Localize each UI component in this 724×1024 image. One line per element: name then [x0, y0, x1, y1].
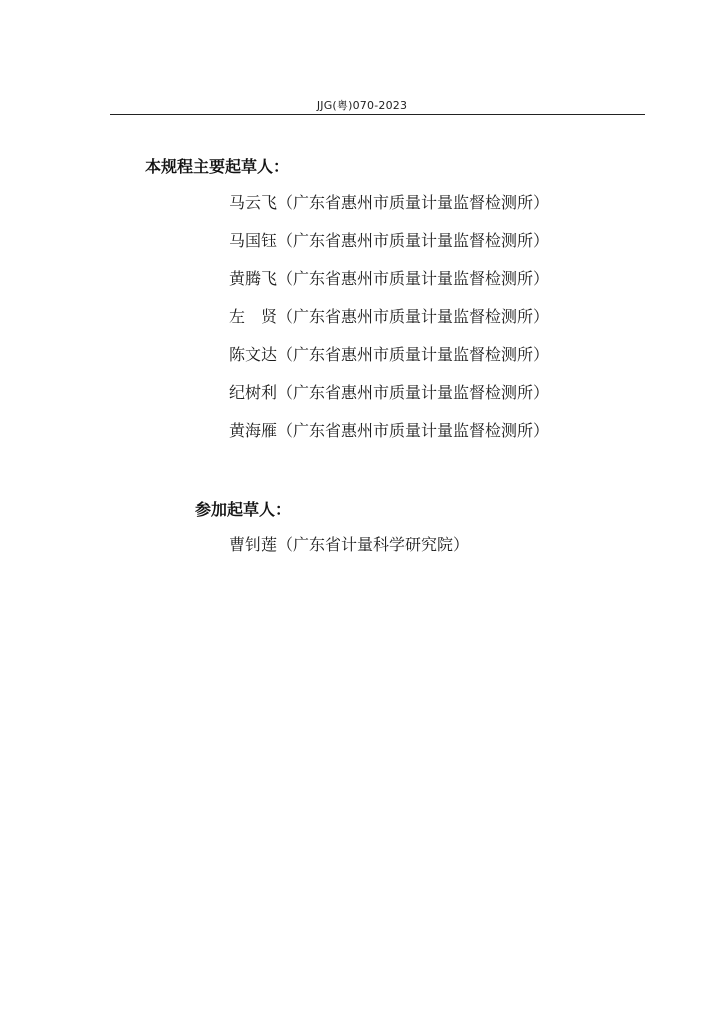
drafter-organization: （广东省惠州市质量计量监督检测所） [277, 231, 550, 250]
drafter-entry [229, 268, 549, 306]
main-drafters-list [229, 192, 549, 458]
drafter-entry [229, 534, 469, 572]
drafter-entry [229, 344, 549, 382]
drafter-name: 黄腾飞 [229, 269, 278, 288]
drafter-organization: （广东省惠州市质量计量监督检测所） [277, 421, 550, 440]
drafter-organization: （广东省惠州市质量计量监督检测所） [277, 193, 550, 212]
drafter-name: 左 贤 [229, 307, 278, 326]
drafter-organization: （广东省惠州市质量计量监督检测所） [277, 345, 550, 364]
drafter-name: 纪树利 [229, 383, 278, 402]
header-divider [110, 114, 645, 115]
drafter-entry [229, 420, 549, 458]
drafter-organization: （广东省计量科学研究院） [277, 535, 470, 554]
drafter-entry [229, 382, 549, 420]
drafter-entry [229, 306, 549, 344]
main-drafters-heading: 本规程主要起草人： [145, 157, 290, 176]
drafter-name: 马云飞 [229, 193, 278, 212]
drafter-organization: （广东省惠州市质量计量监督检测所） [277, 383, 550, 402]
drafter-name: 黄海雁 [229, 421, 278, 440]
drafter-entry [229, 192, 549, 230]
participating-drafters-list [229, 534, 469, 572]
drafter-name: 陈文达 [229, 345, 278, 364]
drafter-entry [229, 230, 549, 268]
drafter-organization: （广东省惠州市质量计量监督检测所） [277, 269, 550, 288]
drafter-organization: （广东省惠州市质量计量监督检测所） [277, 307, 550, 326]
standard-code: JJG(粤)070-2023 [316, 99, 408, 112]
drafter-name: 马国钰 [229, 231, 278, 250]
drafter-name: 曹钊莲 [229, 535, 278, 554]
participating-drafters-heading: 参加起草人： [195, 500, 292, 519]
